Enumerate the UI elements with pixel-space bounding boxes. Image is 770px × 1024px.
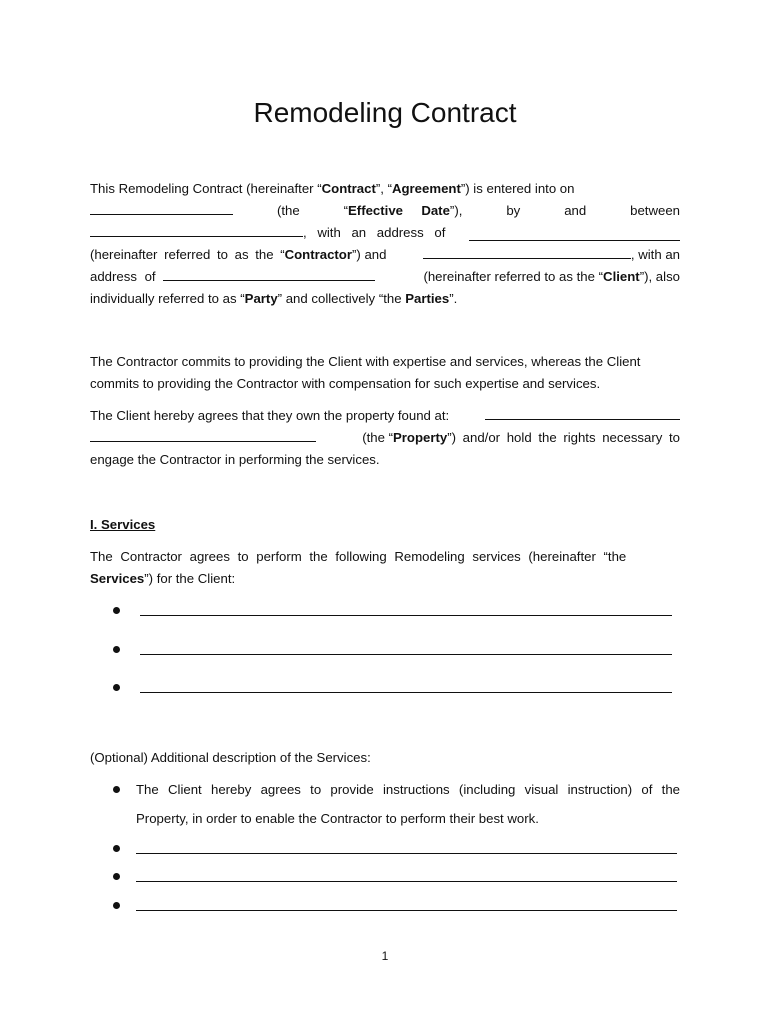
intro-text: ” and collectively “the: [277, 291, 406, 306]
property-text: The Client hereby agrees that they own the property found at:: [90, 408, 450, 423]
bullet-icon: [113, 845, 120, 852]
contractor-name-blank[interactable]: [90, 222, 303, 237]
services-bullet: [113, 600, 680, 622]
description-blank[interactable]: [136, 853, 677, 854]
intro-text: , with an address of: [303, 225, 446, 240]
services-heading: I. Services: [90, 517, 156, 532]
service-blank[interactable]: [140, 615, 672, 616]
optional-blank-bullet: [113, 838, 680, 860]
page-number: 1: [381, 949, 389, 963]
intro-text: (the: [276, 203, 300, 218]
intro-text: address of: [90, 269, 156, 284]
service-blank[interactable]: [140, 692, 672, 693]
bullet-icon: [113, 684, 120, 691]
date-term: Date: [421, 203, 450, 218]
intro-text: ”), also: [639, 269, 680, 284]
client-address-blank[interactable]: [163, 266, 375, 281]
property-text: ”) and/or hold the rights necessary to: [447, 430, 680, 445]
services-bullet: [113, 639, 680, 661]
intro-text: ”, “: [375, 181, 392, 196]
optional-bullet: [113, 779, 680, 801]
agreement-term: Agreement: [391, 181, 461, 196]
optional-bullet-text: The Client hereby agrees to provide instructions (including visual instruction) of the: [136, 782, 680, 797]
contractor-term: Contractor: [284, 247, 352, 262]
party-term: Party: [244, 291, 278, 306]
services-intro: [90, 546, 680, 590]
intro-text: This Remodeling Contract (hereinafter “: [90, 181, 322, 196]
intro-line-3: [90, 222, 680, 244]
contract-term: Contract: [321, 181, 376, 196]
optional-bullet-continuation: [113, 808, 680, 830]
intro-text: ”) and: [352, 247, 387, 262]
bullet-icon: [113, 646, 120, 653]
property-address-blank[interactable]: [485, 405, 680, 420]
intro-text: by: [506, 203, 521, 218]
client-term: Client: [603, 269, 640, 284]
contractor-address-blank[interactable]: [469, 226, 680, 241]
property-paragraph: [90, 405, 680, 471]
intro-text: (hereinafter referred to as the “: [423, 269, 604, 284]
intro-line-1: [90, 178, 680, 200]
bullet-icon: [113, 607, 120, 614]
bullet-icon: [113, 902, 120, 909]
services-intro-line-1: The Contractor agrees to perform the following Remodeling services (hereinafter “the: [90, 549, 627, 564]
intro-text: (hereinafter referred to as the “: [90, 247, 285, 262]
property-line-3: engage the Contractor in performing the services.: [90, 452, 380, 467]
intro-text: ”) is entered into on: [460, 181, 575, 196]
property-line-1: [90, 405, 680, 427]
client-name-blank[interactable]: [423, 244, 631, 259]
commit-line-1: The Contractor commits to providing the Client with expertise and services, whereas the Client: [90, 354, 641, 369]
optional-bullet-line-2: Property, in order to enable the Contractor to perform their best work.: [136, 811, 539, 826]
intro-text: individually referred to as “: [90, 291, 245, 306]
intro-text: , with an: [630, 247, 680, 262]
intro-text: ”),: [449, 203, 463, 218]
optional-bullet-line-1: [136, 779, 680, 801]
document-title: Remodeling Contract: [253, 97, 517, 128]
intro-text: and: [564, 203, 587, 218]
bullet-icon: [113, 786, 120, 793]
intro-paragraph: [90, 178, 680, 310]
bullet-icon: [113, 873, 120, 880]
intro-line-4: [90, 244, 680, 266]
intro-text: ”.: [449, 291, 458, 306]
intro-line-5: [90, 266, 680, 288]
intro-line-2: [90, 200, 680, 222]
effective-term: Effective: [348, 203, 403, 218]
services-term: Services: [90, 571, 145, 586]
services-bullet: [113, 677, 680, 699]
intro-line-6: [90, 288, 680, 310]
parties-term: Parties: [405, 291, 450, 306]
description-blank[interactable]: [136, 881, 677, 882]
intro-text: “: [343, 203, 349, 218]
service-blank[interactable]: [140, 654, 672, 655]
property-term: Property: [392, 430, 448, 445]
optional-heading-block: [90, 747, 680, 769]
commitment-paragraph: [90, 351, 680, 395]
intro-text: between: [630, 203, 680, 218]
optional-blank-bullet: [113, 895, 680, 917]
property-text: (the “: [362, 430, 393, 445]
services-intro-text: ”) for the Client:: [144, 571, 236, 586]
description-blank[interactable]: [136, 910, 677, 911]
date-blank[interactable]: [90, 200, 233, 215]
services-intro-line-2: [90, 568, 680, 590]
optional-blank-bullet: [113, 866, 680, 888]
property-line-2: [90, 427, 680, 449]
property-address-blank-2[interactable]: [90, 427, 316, 442]
optional-heading: (Optional) Additional description of the Services:: [90, 750, 371, 765]
commit-line-2: commits to providing the Contractor with compensation for such expertise and services.: [90, 376, 601, 391]
